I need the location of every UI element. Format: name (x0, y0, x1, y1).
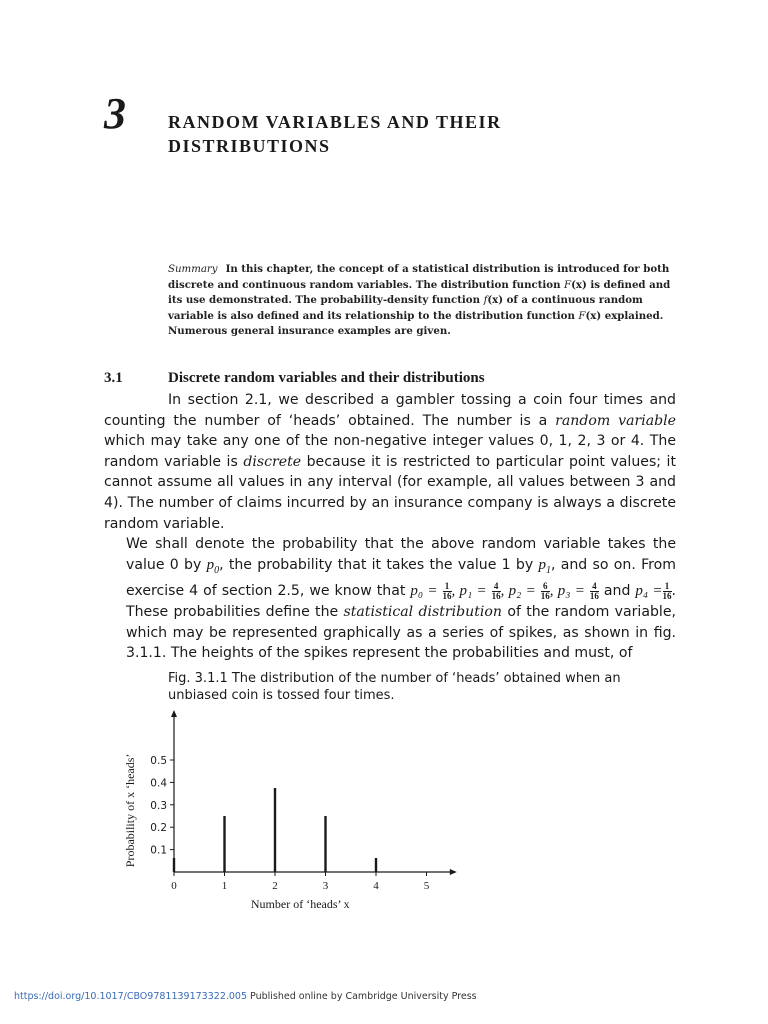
x-tick-label: 0 (171, 880, 177, 892)
fraction-p3: $\frac{4}{16}$ (589, 580, 599, 601)
para2-text-e: of the random variable, which may be represented graphically as a series of spikes, as shown in fig. 3.1.1. The heights of the spikes represent the probabilities and must, of (126, 603, 676, 662)
x-tick-label: 1 (221, 880, 228, 892)
y-tick-label: 0.3 (150, 799, 167, 812)
chapter-number: 3 (104, 89, 126, 138)
section-title: Discrete random variables and their distributions (168, 370, 485, 386)
para2-and: and (598, 583, 631, 600)
eq-p3: , p₃ = (549, 583, 585, 600)
x-axis-arrow (450, 869, 457, 875)
paragraph-1 (104, 390, 676, 534)
y-axis-label: Probability of x ‘heads’ (123, 753, 137, 868)
paragraph-2 (104, 534, 676, 664)
summary-lead: Summary (168, 264, 218, 275)
footer-text: Published online by Cambridge University Press (247, 991, 477, 1002)
summary-text-a: In this chapter, the concept of a statistical distribution is introduced for both discrete and continuous random variables. The distribution function (168, 263, 670, 291)
eq-p0: p₀ = (410, 583, 438, 600)
summary-fx-1: F (564, 279, 572, 291)
figure-caption (168, 670, 668, 704)
eq-p2: , p₂ = (500, 583, 536, 600)
summary-text-b: (x) is defined and its use demonstrated. The probability-density function (168, 278, 671, 307)
y-tick-label: 0.1 (150, 844, 167, 857)
page-footer (14, 991, 477, 1002)
fraction-p1: $\frac{4}{16}$ (491, 580, 501, 601)
y-tick-label: 0.2 (150, 822, 167, 835)
doi-link[interactable]: https://doi.org/10.1017/CBO9781139173322.005 (14, 991, 248, 1002)
chapter-title-line-2: DISTRIBUTIONS (168, 136, 331, 156)
para2-text-d: . These probabilities define the (126, 583, 676, 620)
figure-caption-line-1: Fig. 3.1.1 The distribution of the number of ‘heads’ obtained when an (168, 671, 621, 686)
x-tick-label: 2 (272, 880, 278, 892)
summary-text-d: (x) explained. Numerous general insurance examples are given. (168, 309, 664, 338)
para2-text-a: We shall denote the probability that the above random variable takes the value 0 by (126, 536, 676, 573)
para1-text-b: which may take any one of the non-negative integer values 0, 1, 2, 3 or 4. The random variable is (104, 433, 676, 470)
figure-caption-line-2: unbiased coin is tossed four times. (168, 688, 395, 703)
y-tick-label: 0.5 (150, 755, 167, 767)
term-discrete: discrete (243, 453, 302, 470)
chapter-summary (168, 262, 680, 340)
para2-text-c: , and so on. From exercise 4 of section 2.5, we know that (126, 556, 676, 600)
symbol-p0: $p_0$ (206, 556, 220, 576)
para2-text-b: , the probability that it takes the value 1 by (219, 556, 539, 573)
x-tick-label: 5 (423, 880, 430, 892)
term-statistical-distribution: statistical distribution (343, 603, 502, 620)
para1-text-a: In section 2.1, we described a gambler tossing a coin four times and counting the number of ‘heads’ obtained. The number is a (104, 392, 676, 429)
summary-fx-2: f (483, 295, 488, 307)
term-random-variable: random variable (555, 412, 677, 429)
chapter-title-line-1: RANDOM VARIABLES AND THEIR (168, 112, 502, 132)
fraction-p0: $\frac{1}{16}$ (442, 580, 452, 601)
section-number: 3.1 (104, 370, 123, 386)
body-text (104, 390, 676, 664)
para1-text-c: because it is restricted to particular point values; it cannot assume all values in any interval (for example, all values between 3 and 4). The number of claims incurred by an insurance company is always a discrete random variable. (104, 453, 676, 532)
chapter-title (168, 110, 502, 158)
y-axis-arrow (171, 710, 177, 717)
y-tick-label: 0.4 (150, 777, 167, 790)
x-tick-label: 4 (373, 880, 379, 892)
fraction-p4: $\frac{1}{16}$ (662, 580, 672, 601)
spike-chart (110, 700, 470, 915)
eq-p1: , p₁ = (451, 583, 487, 600)
fraction-p2: $\frac{6}{16}$ (540, 580, 550, 601)
summary-text-c: (x) of a continuous random variable is also defined and its relationship to the distribution function (168, 294, 643, 322)
x-axis-label: Number of ‘heads’ x (250, 897, 350, 911)
x-tick-label: 3 (322, 880, 329, 892)
summary-fx-3: F (578, 310, 586, 322)
symbol-p1: $p_1$ (538, 556, 551, 576)
eq-p4: p₄ = (635, 583, 663, 600)
